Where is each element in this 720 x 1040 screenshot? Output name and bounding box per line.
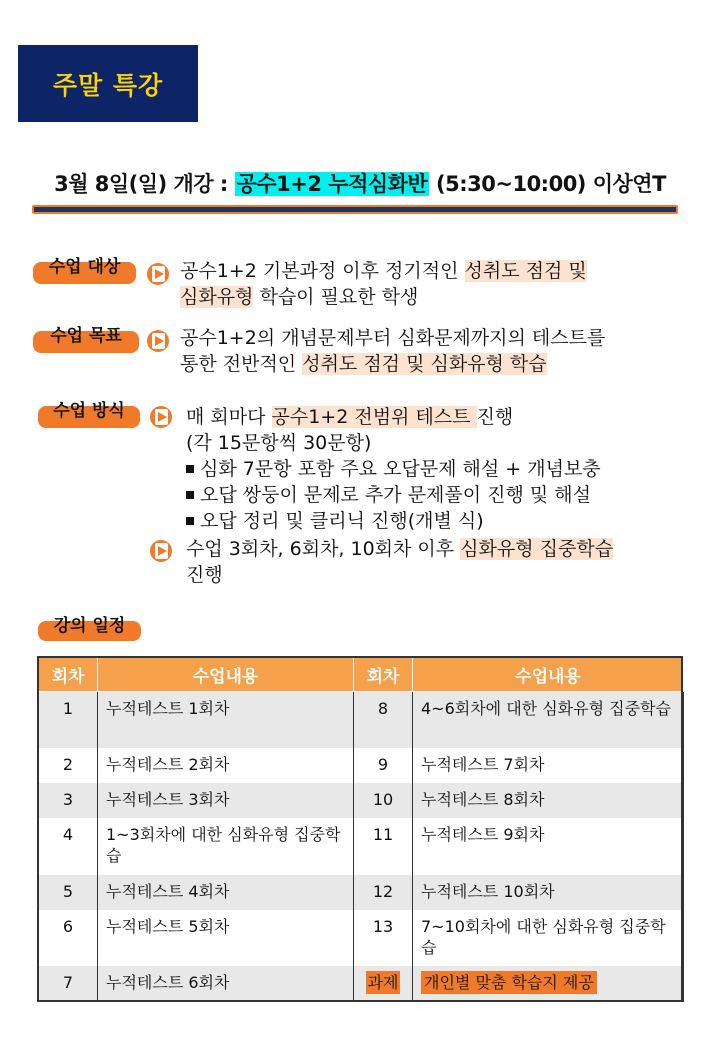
header-content: 수업내용 [413,658,684,692]
headline-course: 공수1+2 누적심화반 [236,172,428,196]
session-number: 1 [39,692,98,748]
goal-text [180,325,605,377]
session-content: 누적테스트 4회차 [98,875,354,910]
divider-rule [32,205,678,214]
session-content: 누적테스트 1회차 [98,692,354,748]
goal-line2: 통한 전반적인 [180,353,303,375]
target-line1-highlight: 성취도 점검 및 [464,260,587,282]
table-row [39,966,684,1002]
session-number: 8 [354,692,413,748]
target-text [180,258,587,310]
assignment-content-cell [413,966,684,1002]
method-line1-end: 진행 [476,406,514,428]
tag-goal-label: 수업 목표 [50,326,122,346]
session-number: 11 [354,818,413,875]
bullet-square-icon [186,491,194,499]
assignment-content: 개인별 맞춤 학습지 제공 [421,971,597,994]
tag-schedule-label: 강의 일정 [53,616,126,636]
headline-suffix: (5:30~10:00) 이상연T [429,172,666,196]
table-row [39,818,684,875]
session-content: 누적테스트 2회차 [98,748,354,783]
table-row [39,692,684,748]
table-row [39,783,684,818]
tag-schedule [38,616,141,641]
target-line2: 학습이 필요한 학생 [253,286,419,308]
session-number: 6 [39,910,98,966]
header-session: 회차 [354,658,413,692]
bullet-square-icon [186,517,194,525]
target-line1: 공수1+2 기본과정 이후 정기적인 [180,260,465,282]
assignment-label-cell [354,966,413,1002]
target-line2-highlight: 심화유형 [180,286,254,308]
table-row [39,875,684,910]
session-number: 5 [39,875,98,910]
session-content: 누적테스트 3회차 [98,783,354,818]
table-row [39,910,684,966]
session-content: 누적테스트 8회차 [413,783,684,818]
method-bullet-text: 오답 정리 및 클리닉 진행(개별 식) [200,510,484,532]
assignment-label: 과제 [367,972,399,992]
headline-prefix: 3월 8일(일) 개강 : [54,172,235,196]
session-number: 10 [354,783,413,818]
bullet-square-icon [186,465,194,473]
table-row [39,748,684,783]
tag-method [38,401,140,428]
session-content: 누적테스트 7회차 [413,748,684,783]
session-content: 누적테스트 9회차 [413,818,684,875]
method-line3: 수업 3회차, 6회차, 10회차 이후 [186,538,461,560]
session-content: 누적테스트 10회차 [413,875,684,910]
session-number: 2 [39,748,98,783]
session-number: 13 [354,910,413,966]
tag-method-label: 수업 방식 [53,401,125,421]
course-headline [0,168,720,198]
session-number: 3 [39,783,98,818]
method-bullet [186,508,601,534]
method-text-2 [186,536,613,588]
play-circle-icon [150,406,172,428]
session-content: 1~3회차에 대한 심화유형 집중학습 [98,818,354,875]
method-line3-highlight: 심화유형 집중학습 [460,538,614,560]
session-content: 4~6회차에 대한 심화유형 집중학습 [413,692,684,748]
session-number: 12 [354,875,413,910]
method-line1-highlight: 공수1+2 전범위 테스트 [271,406,477,428]
method-bullet-text: 심화 7문항 포함 주요 오답문제 해설 + 개념보충 [200,458,601,480]
tag-target-label: 수업 대상 [48,257,121,277]
session-content: 누적테스트 5회차 [98,910,354,966]
header-session: 회차 [39,658,98,692]
goal-line1: 공수1+2의 개념문제부터 심화문제까지의 테스트를 [180,327,606,349]
tag-goal [33,326,139,353]
page-title: 주말 특강 [52,71,164,100]
session-number: 9 [354,748,413,783]
session-content: 누적테스트 6회차 [98,966,354,1002]
table-header-row [39,658,684,692]
goal-line2-highlight: 성취도 점검 및 심화유형 학습 [302,353,547,375]
method-bullet [186,482,601,508]
schedule-table [38,657,684,1002]
title-banner [18,45,198,122]
session-number: 4 [39,818,98,875]
method-text [186,404,601,534]
method-line4: 진행 [186,564,223,586]
header-content: 수업내용 [98,658,354,692]
method-line1: 매 회마다 [186,406,272,428]
play-circle-icon [147,330,169,352]
method-bullet [186,456,601,482]
session-content: 7~10회차에 대한 심화유형 집중학습 [413,910,684,966]
play-circle-icon [147,263,169,285]
tag-target [33,257,136,284]
session-number: 7 [39,966,98,1002]
play-circle-icon [150,540,172,562]
method-line2: (각 15문항씩 30문항) [186,432,372,454]
method-bullet-text: 오답 쌍둥이 문제로 추가 문제풀이 진행 및 해설 [200,484,592,506]
